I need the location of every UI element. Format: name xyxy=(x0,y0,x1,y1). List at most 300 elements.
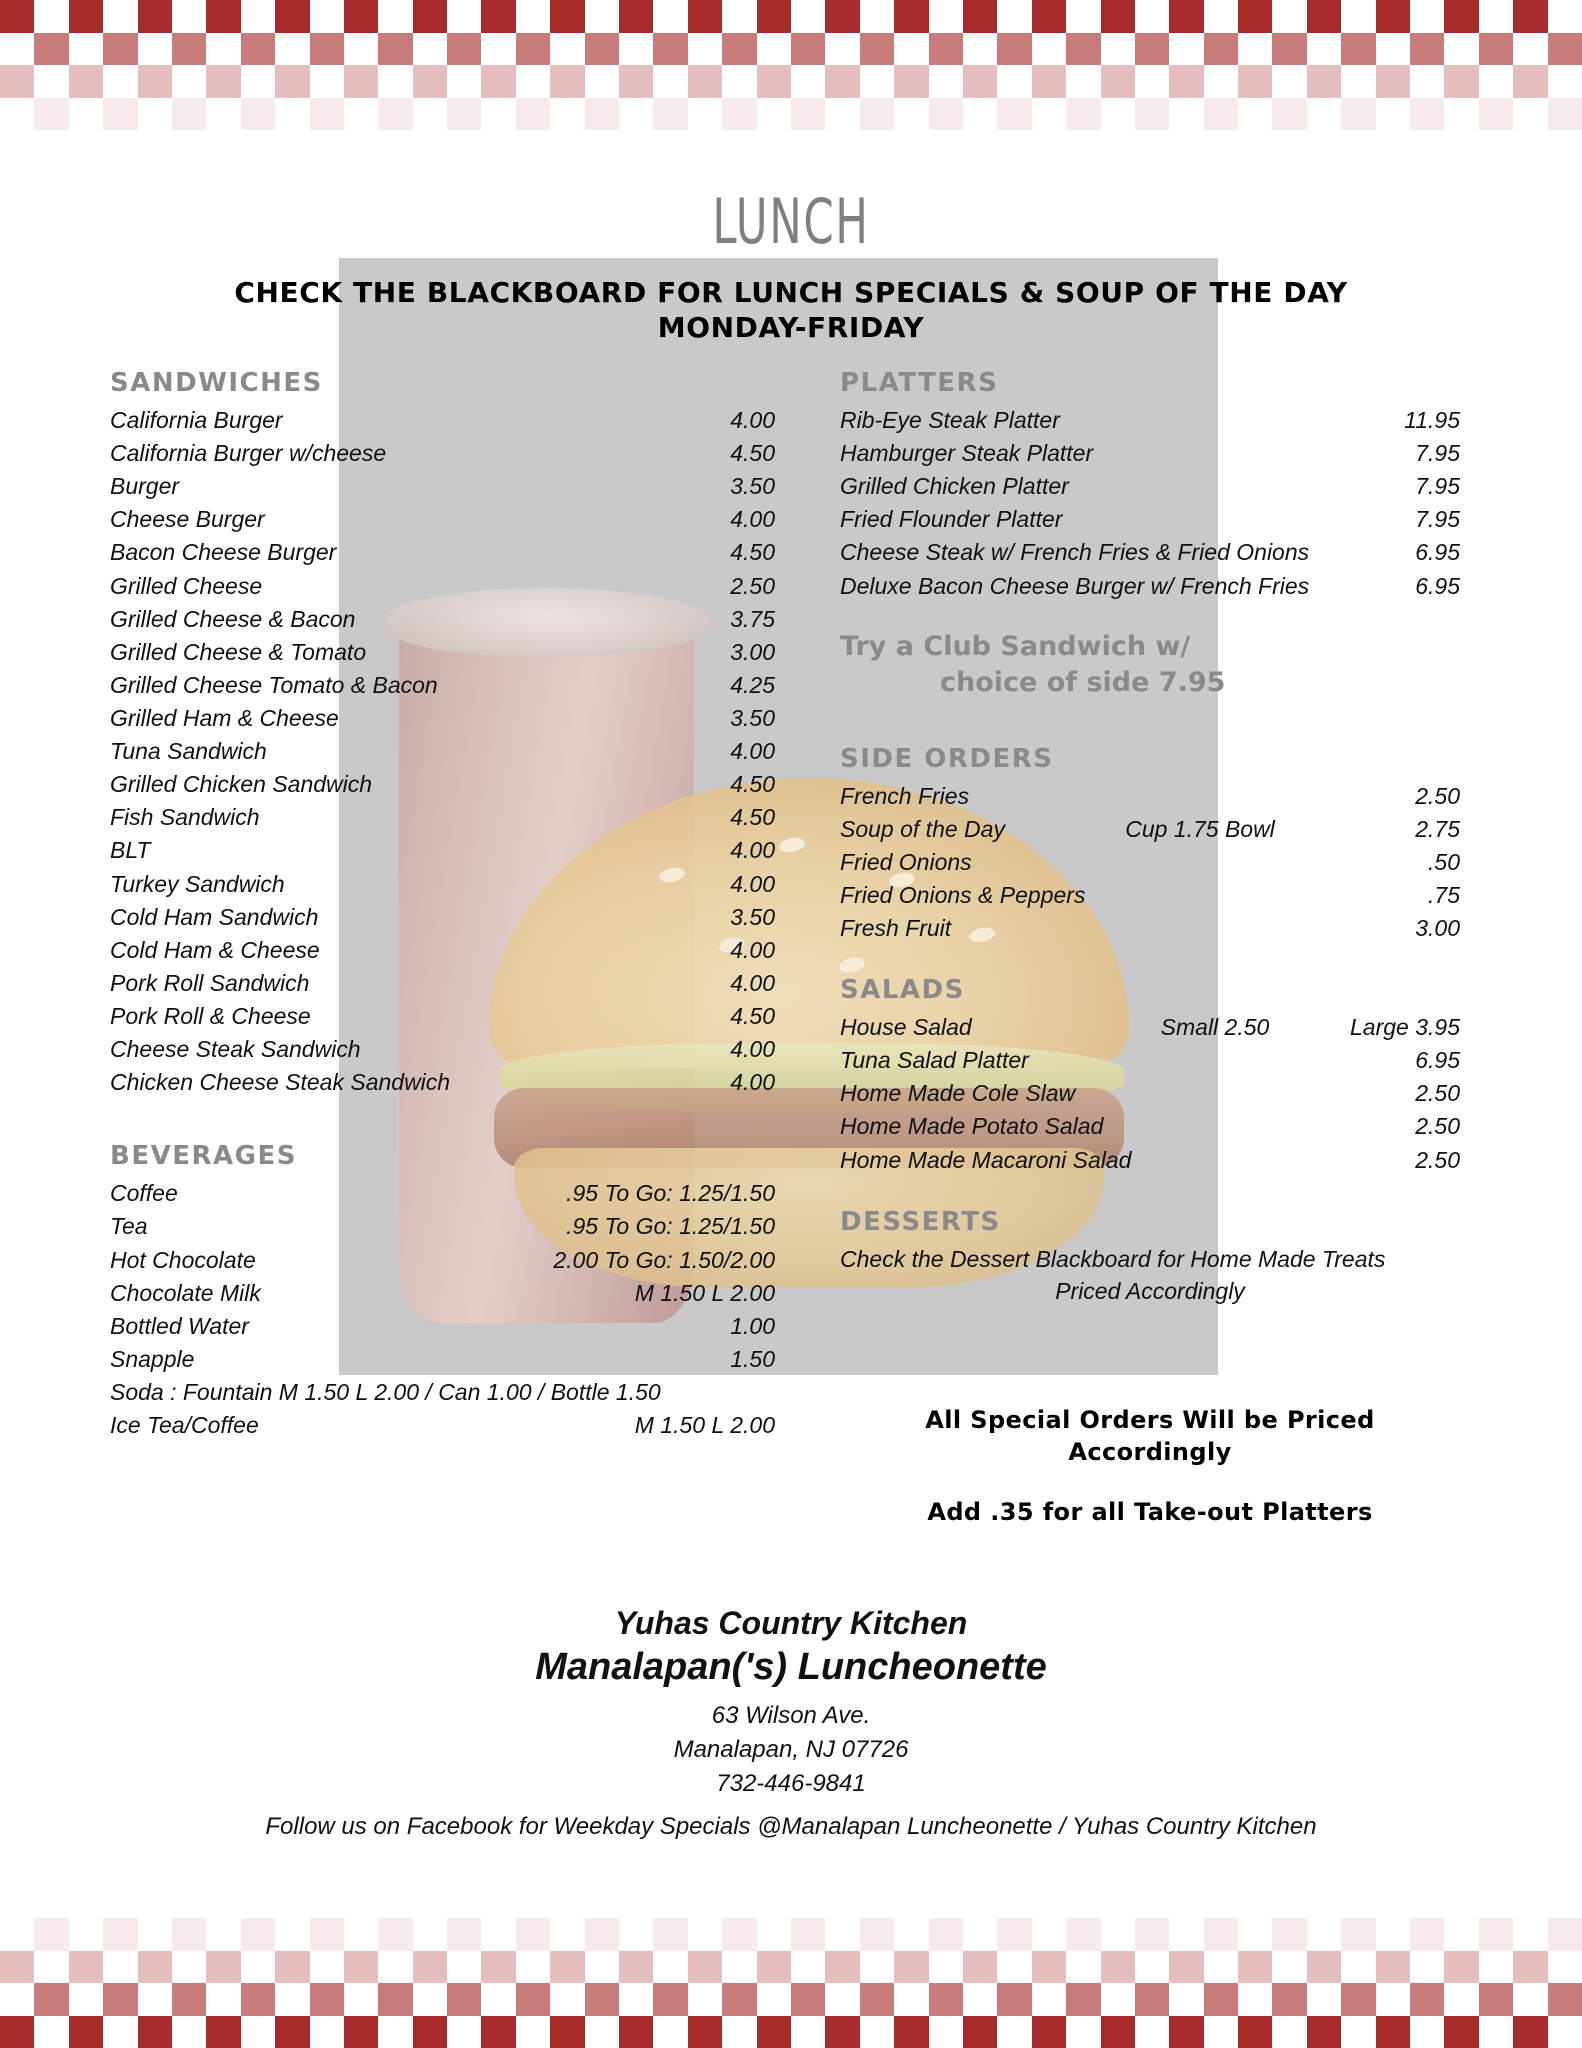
checker-cell xyxy=(103,2016,137,2048)
item-price: 6.95 xyxy=(1415,572,1460,599)
checker-cell xyxy=(585,33,619,66)
checker-cell xyxy=(894,1951,928,1984)
checker-cell xyxy=(894,65,928,98)
checker-cell xyxy=(1204,2016,1238,2048)
checker-cell xyxy=(1479,1983,1513,2016)
checker-cell xyxy=(516,1918,550,1951)
checker-cell xyxy=(447,33,481,66)
item-name: Soda : Fountain M 1.50 L 2.00 / Can 1.00 / Bottle 1.50 xyxy=(110,1378,661,1405)
checker-cell xyxy=(241,0,275,33)
checker-cell xyxy=(1032,1918,1066,1951)
club-sandwich-note xyxy=(840,629,1460,702)
checker-cell xyxy=(1307,0,1341,33)
checker-cell xyxy=(1307,2016,1341,2048)
checker-cell xyxy=(619,33,653,66)
checker-cell xyxy=(585,0,619,33)
checker-cell xyxy=(481,65,515,98)
checker-cell xyxy=(34,33,68,66)
checker-cell xyxy=(138,0,172,33)
checker-cell xyxy=(929,2016,963,2048)
checker-cell xyxy=(825,1983,859,2016)
checker-cell xyxy=(1548,1983,1582,2016)
checker-cell xyxy=(585,1918,619,1951)
checker-cell xyxy=(722,0,756,33)
menu-item xyxy=(840,570,1460,603)
checker-cell xyxy=(619,1951,653,1984)
checker-cell xyxy=(1135,0,1169,33)
checker-cell xyxy=(69,2016,103,2048)
item-name: Fish Sandwich xyxy=(110,804,260,831)
checker-cell xyxy=(722,33,756,66)
checker-cell xyxy=(1101,2016,1135,2048)
side-orders-list xyxy=(840,780,1460,946)
checker-cell xyxy=(1066,33,1100,66)
checker-cell xyxy=(825,33,859,66)
checker-cell xyxy=(310,33,344,66)
blackboard-banner xyxy=(0,275,1582,345)
checker-cell xyxy=(0,0,34,33)
item-price: .50 xyxy=(1428,848,1460,875)
menu-item xyxy=(840,1044,1460,1077)
item-detail: .95 To Go: 1.25/1.50 xyxy=(566,1180,775,1207)
item-name: Fried Flounder Platter xyxy=(840,506,1063,533)
menu-item xyxy=(110,603,775,636)
checker-cell xyxy=(1101,0,1135,33)
checker-cell xyxy=(653,2016,687,2048)
checker-cell xyxy=(929,65,963,98)
menu-item xyxy=(110,1000,775,1033)
checker-cell xyxy=(825,1951,859,1984)
checker-cell xyxy=(585,98,619,131)
menu-item xyxy=(840,780,1460,813)
checker-cell xyxy=(447,65,481,98)
checker-cell xyxy=(997,1983,1031,2016)
item-price: 4.00 xyxy=(730,870,775,897)
checker-cell xyxy=(310,2016,344,2048)
checker-cell xyxy=(825,0,859,33)
checker-cell xyxy=(378,1918,412,1951)
business-name-secondary: Manalapan('s) Luncheonette xyxy=(535,1646,1047,1688)
checker-cell xyxy=(1548,33,1582,66)
checker-cell xyxy=(1032,2016,1066,2048)
checker-cell xyxy=(138,1918,172,1951)
checker-cell xyxy=(1513,98,1547,131)
checker-cell xyxy=(378,1951,412,1984)
checker-cell xyxy=(344,1951,378,1984)
checker-cell xyxy=(1479,1918,1513,1951)
checker-cell xyxy=(860,98,894,131)
checker-cell xyxy=(1204,1951,1238,1984)
checker-cell xyxy=(1376,33,1410,66)
item-price: 7.95 xyxy=(1415,506,1460,533)
menu-item xyxy=(110,570,775,603)
checker-cell xyxy=(757,0,791,33)
checker-cell xyxy=(860,1983,894,2016)
checker-cell xyxy=(1548,98,1582,131)
section-side-orders xyxy=(840,744,1460,946)
menu-item xyxy=(840,846,1460,879)
checker-cell xyxy=(585,1951,619,1984)
menu-item xyxy=(110,1244,775,1277)
checker-cell xyxy=(34,2016,68,2048)
takeout-note-text: Add .35 for all Take-out Platters xyxy=(927,1498,1373,1526)
item-name: Bottled Water xyxy=(110,1312,249,1339)
checker-cell xyxy=(1307,33,1341,66)
menu-item xyxy=(840,437,1460,470)
checker-cell xyxy=(241,98,275,131)
item-price: 4.00 xyxy=(730,837,775,864)
checker-cell xyxy=(1548,65,1582,98)
checker-cell xyxy=(619,1983,653,2016)
menu-item xyxy=(840,503,1460,536)
checker-cell xyxy=(0,1918,34,1951)
checker-cell xyxy=(722,98,756,131)
checker-cell xyxy=(1135,98,1169,131)
menu-item xyxy=(110,768,775,801)
checker-cell xyxy=(206,0,240,33)
item-price: 7.95 xyxy=(1415,440,1460,467)
checker-cell xyxy=(1204,1983,1238,2016)
checker-cell xyxy=(1376,1983,1410,2016)
checker-cell xyxy=(1376,2016,1410,2048)
checker-cell xyxy=(1101,98,1135,131)
menu-item xyxy=(110,1343,775,1376)
checker-cell xyxy=(447,0,481,33)
checker-cell xyxy=(791,0,825,33)
menu-item xyxy=(110,1277,775,1310)
checker-cell xyxy=(275,0,309,33)
menu-item xyxy=(110,1210,775,1243)
checker-cell xyxy=(688,0,722,33)
checker-cell xyxy=(619,1918,653,1951)
checker-cell xyxy=(275,65,309,98)
item-price: 4.50 xyxy=(730,804,775,831)
checker-cell xyxy=(0,98,34,131)
item-price: 3.00 xyxy=(730,638,775,665)
checker-cell xyxy=(757,33,791,66)
checker-cell xyxy=(0,65,34,98)
checker-cell xyxy=(172,1983,206,2016)
section-heading-salads: SALADS xyxy=(840,975,965,1006)
banner-line-2: MONDAY-FRIDAY xyxy=(657,311,925,344)
checker-cell xyxy=(413,33,447,66)
checker-cell xyxy=(1066,2016,1100,2048)
checker-cell xyxy=(722,1918,756,1951)
checker-cell xyxy=(1341,0,1375,33)
menu-item xyxy=(110,470,775,503)
checker-cell xyxy=(1479,1951,1513,1984)
checker-cell xyxy=(275,33,309,66)
checker-cell xyxy=(1444,1918,1478,1951)
checker-cell xyxy=(34,1918,68,1951)
item-price: 3.50 xyxy=(730,704,775,731)
checker-cell xyxy=(378,1983,412,2016)
checker-cell xyxy=(138,98,172,131)
menu-item xyxy=(840,536,1460,569)
dessert-note-line-2: Priced Accordingly xyxy=(1055,1277,1245,1304)
checker-cell xyxy=(997,0,1031,33)
checker-cell xyxy=(275,1983,309,2016)
checker-cell xyxy=(481,1918,515,1951)
checker-cell xyxy=(550,65,584,98)
menu-item xyxy=(110,1177,775,1210)
checker-cell xyxy=(963,0,997,33)
checker-cell xyxy=(275,98,309,131)
checker-cell xyxy=(1513,65,1547,98)
menu-item xyxy=(840,1077,1460,1110)
checker-cell xyxy=(1444,2016,1478,2048)
checker-cell xyxy=(619,65,653,98)
checker-cell xyxy=(585,2016,619,2048)
checker-cell xyxy=(1272,1983,1306,2016)
item-name: Turkey Sandwich xyxy=(110,870,285,897)
item-name: Cheese Steak Sandwich xyxy=(110,1036,361,1063)
checker-cell xyxy=(1238,0,1272,33)
item-name: Cold Ham Sandwich xyxy=(110,903,319,930)
checker-cell xyxy=(378,0,412,33)
checker-cell xyxy=(1341,65,1375,98)
footer xyxy=(0,1605,1582,1841)
item-detail: 1.00 xyxy=(730,1312,775,1339)
item-price: 4.00 xyxy=(730,1069,775,1096)
checker-cell xyxy=(1101,1918,1135,1951)
checker-cell xyxy=(69,1918,103,1951)
checker-cell xyxy=(1204,33,1238,66)
item-name: Chicken Cheese Steak Sandwich xyxy=(110,1069,451,1096)
checker-cell xyxy=(1066,1951,1100,1984)
item-price: 3.75 xyxy=(730,605,775,632)
checker-cell xyxy=(1066,1918,1100,1951)
checker-cell xyxy=(69,33,103,66)
checker-cell xyxy=(722,65,756,98)
section-heading-beverages: BEVERAGES xyxy=(110,1141,297,1172)
menu-item xyxy=(110,437,775,470)
section-beverages xyxy=(110,1141,775,1442)
checker-cell xyxy=(172,65,206,98)
item-name: Coffee xyxy=(110,1180,178,1207)
item-name: Cold Ham & Cheese xyxy=(110,936,320,963)
menu-item xyxy=(110,669,775,702)
checker-cell xyxy=(103,0,137,33)
checker-cell xyxy=(1204,98,1238,131)
menu-item xyxy=(110,901,775,934)
checker-cell xyxy=(929,1951,963,1984)
checker-cell xyxy=(206,98,240,131)
checker-cell xyxy=(1135,33,1169,66)
menu-item xyxy=(110,536,775,569)
checker-cell xyxy=(138,1983,172,2016)
special-orders-note xyxy=(840,1404,1460,1469)
spacer xyxy=(110,1099,775,1141)
checker-cell xyxy=(619,2016,653,2048)
checker-cell xyxy=(1032,98,1066,131)
checker-cell xyxy=(929,1918,963,1951)
checker-cell xyxy=(206,1951,240,1984)
checker-cell xyxy=(378,65,412,98)
menu-item xyxy=(840,1144,1460,1177)
checker-cell xyxy=(894,1918,928,1951)
item-price: 4.00 xyxy=(730,506,775,533)
page-title: LUNCH xyxy=(712,185,870,258)
checker-cell xyxy=(1548,2016,1582,2048)
checker-cell xyxy=(1307,1918,1341,1951)
checker-cell xyxy=(860,2016,894,2048)
checker-cell xyxy=(894,0,928,33)
checker-cell xyxy=(757,1951,791,1984)
item-price: 2.50 xyxy=(1415,1146,1460,1173)
item-name: Fried Onions xyxy=(840,848,972,875)
checker-cell xyxy=(860,65,894,98)
menu-item xyxy=(110,1066,775,1099)
checker-cell xyxy=(1169,98,1203,131)
business-name-primary: Yuhas Country Kitchen xyxy=(614,1605,968,1641)
checker-cell xyxy=(0,33,34,66)
item-price: 7.95 xyxy=(1415,473,1460,500)
checker-cell xyxy=(138,33,172,66)
item-price: 4.00 xyxy=(730,969,775,996)
checker-cell xyxy=(825,65,859,98)
item-name: Pork Roll Sandwich xyxy=(110,969,310,996)
checker-cell xyxy=(1032,33,1066,66)
item-price: 11.95 xyxy=(1404,407,1460,433)
beverages-list xyxy=(110,1177,775,1442)
checker-cell xyxy=(997,98,1031,131)
checker-cell xyxy=(0,1983,34,2016)
checker-cell xyxy=(1135,1951,1169,1984)
item-name: Grilled Chicken Platter xyxy=(840,473,1069,500)
checker-cell xyxy=(378,33,412,66)
checker-cell xyxy=(1032,0,1066,33)
section-heading-platters: PLATTERS xyxy=(840,368,999,398)
item-price: 4.00 xyxy=(730,936,775,963)
checker-cell xyxy=(1169,0,1203,33)
checker-cell xyxy=(1066,1983,1100,2016)
checker-cell xyxy=(585,65,619,98)
checker-cell xyxy=(1376,1918,1410,1951)
checker-cell xyxy=(653,1918,687,1951)
item-mid: Small 2.50 xyxy=(1160,1014,1270,1041)
checker-cell xyxy=(688,1983,722,2016)
item-price: 2.50 xyxy=(1415,1113,1460,1140)
section-platters xyxy=(840,368,1460,603)
item-name: Grilled Chicken Sandwich xyxy=(110,771,373,798)
item-price: 4.50 xyxy=(730,1002,775,1029)
menu-item xyxy=(110,1376,775,1409)
checker-cell xyxy=(1272,1951,1306,1984)
checker-cell xyxy=(1238,2016,1272,2048)
checker-cell xyxy=(1479,33,1513,66)
checker-cell xyxy=(481,1983,515,2016)
section-sandwiches xyxy=(110,368,775,1099)
checker-cell xyxy=(516,1951,550,1984)
checker-cell xyxy=(1307,1951,1341,1984)
checker-cell xyxy=(275,2016,309,2048)
checker-cell xyxy=(1272,2016,1306,2048)
item-price: 3.50 xyxy=(730,473,775,500)
checker-cell xyxy=(344,2016,378,2048)
menu-item xyxy=(110,702,775,735)
checker-cell xyxy=(413,0,447,33)
checker-cell xyxy=(550,98,584,131)
checker-cell xyxy=(929,1983,963,2016)
checker-cell xyxy=(653,1983,687,2016)
checker-cell xyxy=(757,2016,791,2048)
item-name: Fried Onions & Peppers xyxy=(840,881,1086,908)
checker-cell xyxy=(1066,65,1100,98)
checker-cell xyxy=(103,98,137,131)
checker-cell xyxy=(860,1951,894,1984)
checker-cell xyxy=(1376,0,1410,33)
special-orders-line-1: All Special Orders Will be Priced xyxy=(925,1406,1375,1434)
checker-cell xyxy=(275,1918,309,1951)
checker-cell xyxy=(653,1951,687,1984)
checker-cell xyxy=(1410,1983,1444,2016)
checker-cell xyxy=(1548,1918,1582,1951)
checker-cell xyxy=(344,1983,378,2016)
menu-item xyxy=(840,1011,1460,1044)
checker-cell xyxy=(963,1918,997,1951)
checker-cell xyxy=(894,98,928,131)
checker-cell xyxy=(791,1951,825,1984)
checker-cell xyxy=(1032,65,1066,98)
checker-cell xyxy=(1410,33,1444,66)
item-name: California Burger w/cheese xyxy=(110,440,387,467)
checker-cell xyxy=(241,65,275,98)
menu-item xyxy=(110,834,775,867)
checker-cell xyxy=(1101,1983,1135,2016)
checker-cell xyxy=(1513,1951,1547,1984)
checker-cell xyxy=(69,65,103,98)
checker-cell xyxy=(516,0,550,33)
item-name: Tea xyxy=(110,1213,148,1240)
item-price: 4.50 xyxy=(730,539,775,566)
checker-cell xyxy=(516,65,550,98)
item-price: 2.50 xyxy=(1415,1080,1460,1107)
checker-cell xyxy=(1238,65,1272,98)
club-note-line-1: Try a Club Sandwich w/ xyxy=(840,630,1191,662)
checker-cell xyxy=(791,1983,825,2016)
checker-cell xyxy=(653,33,687,66)
checker-cell xyxy=(516,1983,550,2016)
checker-cell xyxy=(481,98,515,131)
item-price: 4.50 xyxy=(730,440,775,467)
menu-item xyxy=(110,934,775,967)
checker-cell xyxy=(447,98,481,131)
checker-cell xyxy=(206,1983,240,2016)
checker-cell xyxy=(1444,65,1478,98)
checker-cell xyxy=(310,0,344,33)
checker-cell xyxy=(1169,2016,1203,2048)
checker-cell xyxy=(688,1918,722,1951)
checker-cell xyxy=(378,2016,412,2048)
checker-cell xyxy=(688,65,722,98)
checker-cell xyxy=(275,1951,309,1984)
checker-cell xyxy=(447,1951,481,1984)
checker-cell xyxy=(516,33,550,66)
checker-cell xyxy=(34,1951,68,1984)
checkerboard-border-top xyxy=(0,0,1582,130)
item-name: French Fries xyxy=(840,782,970,809)
section-salads xyxy=(840,975,1460,1177)
checker-cell xyxy=(413,65,447,98)
item-price: 4.25 xyxy=(730,671,775,698)
spacer xyxy=(840,702,1460,744)
checker-cell xyxy=(1410,98,1444,131)
checker-cell xyxy=(550,2016,584,2048)
item-price: 2.50 xyxy=(730,572,775,599)
checker-cell xyxy=(1272,33,1306,66)
checker-cell xyxy=(894,33,928,66)
